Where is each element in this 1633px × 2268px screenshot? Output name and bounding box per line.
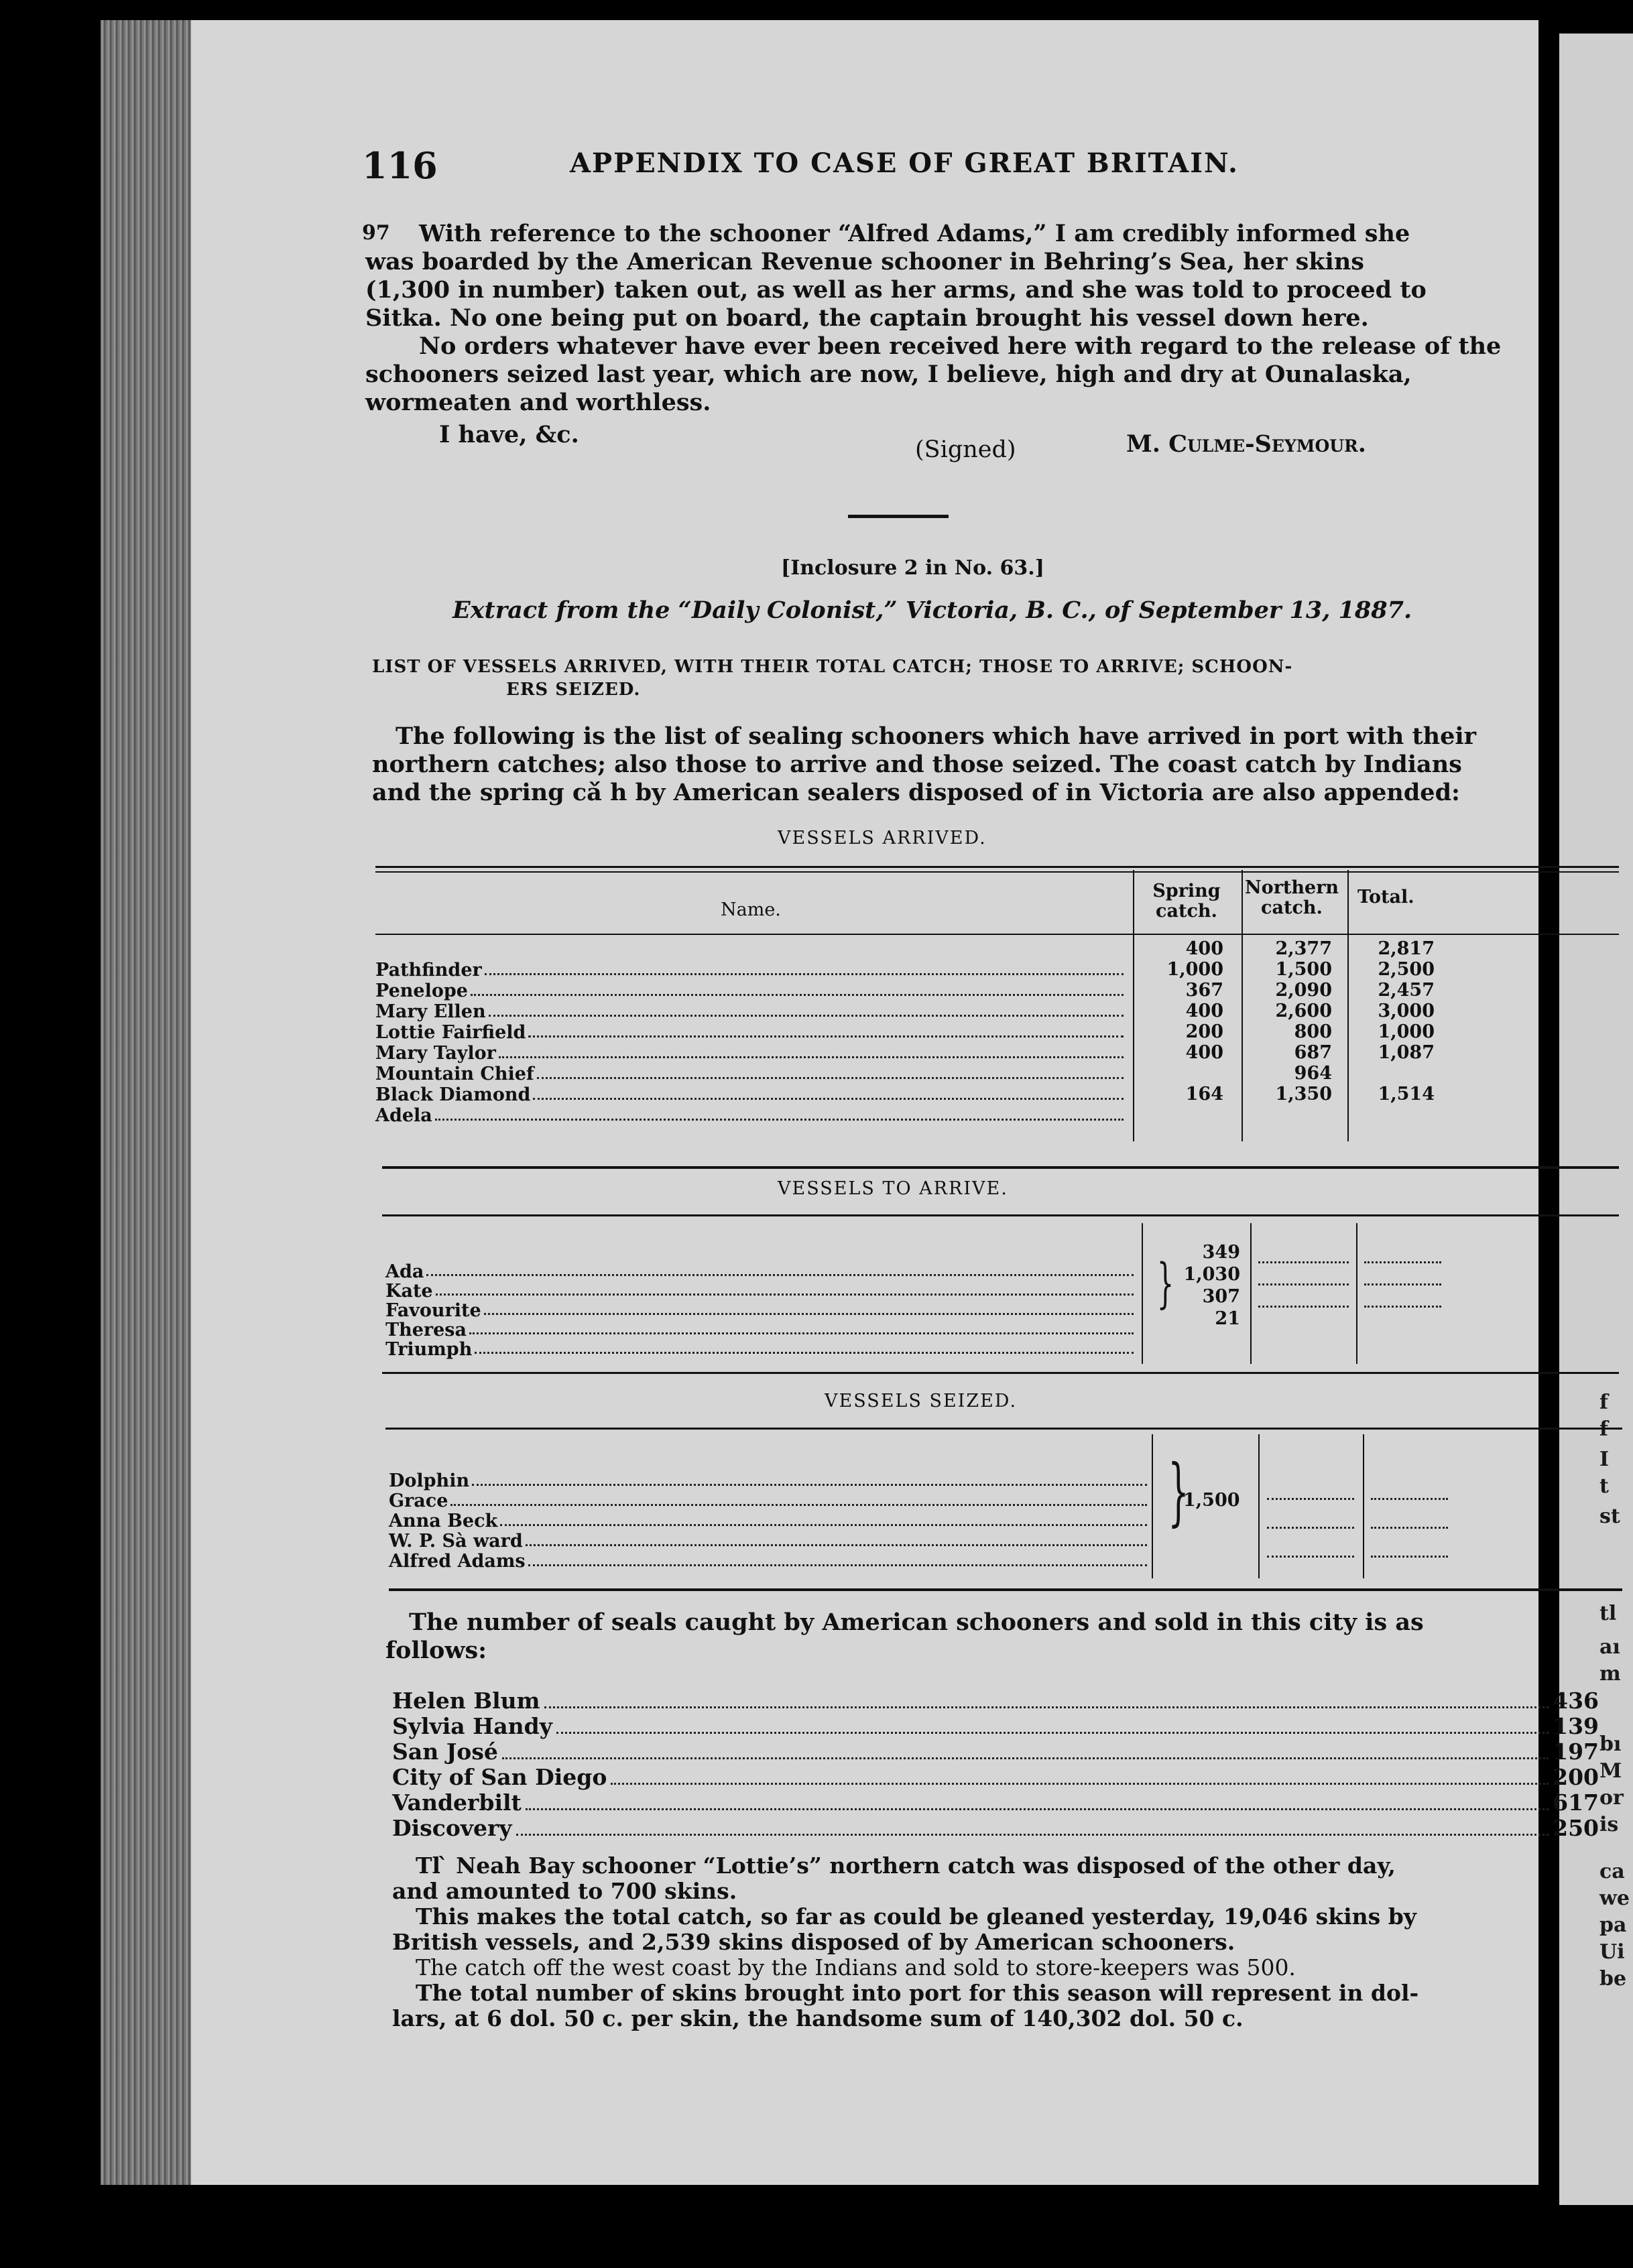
schooner-name: Sylvia Handy	[392, 1713, 552, 1739]
dot-leader	[436, 1281, 1134, 1296]
brace-icon: }	[1168, 1448, 1189, 1534]
adjacent-page-text: t	[1599, 1474, 1609, 1498]
schooner-name: Vanderbilt	[392, 1789, 522, 1816]
american-intro-line: The number of seals caught by American schooners and sold in this city is as	[409, 1609, 1424, 1636]
seized-spring-value: 1,500	[1183, 1490, 1240, 1511]
col-header-northern: Northern catch.	[1245, 877, 1339, 918]
cell-value: 687	[1294, 1042, 1332, 1063]
dot-leader	[1364, 1263, 1441, 1285]
cell-value: 307	[1202, 1286, 1240, 1307]
seal-count: 200	[1553, 1764, 1599, 1790]
vessel-row	[375, 1001, 1126, 1022]
col-divider	[1152, 1434, 1153, 1578]
cell-value: 200	[1185, 1021, 1223, 1042]
adjacent-page-text: I	[1599, 1448, 1610, 1471]
letter-line: Sitka. No one being put on board, the captain brought his vessel down here.	[365, 304, 1369, 332]
dot-leader	[1371, 1500, 1448, 1529]
vessel-row	[389, 1552, 1150, 1572]
arrived-total-col	[1351, 938, 1435, 1105]
seized-total-col	[1371, 1471, 1448, 1558]
american-intro	[385, 1609, 1579, 1665]
schooner-name: City of San Diego	[392, 1764, 607, 1790]
vessel-name: Mountain Chief	[375, 1064, 534, 1084]
adjacent-page-text: tl	[1599, 1602, 1617, 1625]
intro-line: The following is the list of sealing schooners which have arrived in port with their	[396, 722, 1477, 750]
letter-line: With reference to the schooner “Alfred Adams,” I am credibly informed she	[419, 220, 1410, 247]
dot-leader	[475, 1340, 1134, 1354]
seal-count: 617	[1553, 1789, 1599, 1816]
cell-value: 2,090	[1275, 980, 1332, 1001]
vessel-row	[389, 1511, 1150, 1531]
closing-line: This makes the total catch, so far as could be gleaned yesterday, 19,046 skins by	[416, 1903, 1416, 1930]
dot-leader	[435, 1105, 1124, 1121]
vessel-name: Black Diamond	[375, 1084, 531, 1105]
to-arrive-northern-col	[1258, 1241, 1349, 1308]
vessel-row	[385, 1340, 1136, 1359]
dot-leader	[499, 1043, 1124, 1058]
intro-line: and the spring cà́ h by American sealers disposed of in Victoria are also appended:	[372, 779, 1460, 806]
dot-leader	[489, 1001, 1124, 1017]
arrived-northern-col	[1245, 938, 1332, 1105]
col-divider	[1242, 870, 1243, 1141]
cell-value: 21	[1215, 1308, 1240, 1329]
schooner-name: San José	[392, 1739, 498, 1765]
vessel-name: Mary Taylor	[375, 1043, 496, 1064]
schooner-name: Helen Blum	[392, 1688, 540, 1714]
adjacent-page-text: Ui	[1599, 1940, 1625, 1964]
american-intro-line: follows:	[385, 1637, 487, 1664]
letter-line: schooners seized last year, which are now, I believe, high and dry at Ounalaska,	[365, 361, 1412, 388]
schooner-name: Discovery	[392, 1815, 512, 1841]
letter-paragraph	[365, 220, 1538, 417]
dot-leader	[537, 1064, 1124, 1079]
closing-line: The catch off the west coast by the Indians and sold to store-keepers was 500.	[416, 1954, 1296, 1980]
closing-paragraphs	[392, 1853, 1599, 2031]
header-separator	[375, 934, 1619, 935]
dot-leader	[526, 1808, 1549, 1810]
adjacent-page-text: we	[1599, 1887, 1630, 1910]
seal-count: 250	[1553, 1815, 1599, 1841]
cell-value: 367	[1185, 980, 1223, 1001]
cell-value: 2,457	[1378, 980, 1435, 1001]
dot-leader	[1267, 1500, 1354, 1529]
cell-value	[1136, 1063, 1223, 1084]
letter-line: wormeaten and worthless.	[365, 389, 711, 416]
vessel-name: Anna Beck	[389, 1511, 498, 1531]
col-divider	[1258, 1434, 1260, 1578]
vessel-row	[375, 1105, 1126, 1126]
closing-line: The total number of skins brought into port for this season will represent in dol-	[416, 1980, 1419, 2006]
extract-title: Extract from the “Daily Colonist,” Victoria, B. C., of September 13, 1887.	[452, 596, 1412, 624]
vessel-row	[389, 1531, 1150, 1552]
cell-value: 1,000	[1378, 1021, 1435, 1042]
vessel-row	[375, 1022, 1126, 1043]
dot-leader	[1364, 1241, 1441, 1263]
seized-names	[389, 1471, 1150, 1572]
vessel-name: Pathfinder	[375, 960, 482, 981]
seal-count: 197	[1553, 1739, 1599, 1765]
american-catch-row	[392, 1688, 1599, 1714]
table-top-rule	[382, 1214, 1619, 1216]
cell-value: 1,350	[1275, 1084, 1332, 1105]
dot-leader	[526, 1531, 1147, 1546]
table-top-rule	[375, 871, 1619, 873]
dot-leader	[500, 1511, 1147, 1526]
dot-leader	[556, 1732, 1549, 1734]
margin-number: 97	[362, 221, 390, 245]
col-divider	[1142, 1223, 1143, 1364]
vessel-name: Lottie Fairfield	[375, 1022, 526, 1043]
vessel-name: Triumph	[385, 1339, 473, 1360]
vessel-name: Adela	[375, 1105, 432, 1126]
cell-value: 1,500	[1275, 959, 1332, 980]
arrived-names	[375, 960, 1126, 1126]
american-catch-row	[392, 1764, 1599, 1790]
dot-leader	[528, 1552, 1147, 1566]
arrived-spring-col	[1136, 938, 1223, 1105]
cell-value: 400	[1185, 1001, 1223, 1021]
dot-leader	[484, 1301, 1134, 1315]
vessel-name: Alfred Adams	[389, 1551, 526, 1572]
col-header-total: Total.	[1357, 887, 1414, 907]
signed-label: (Signed)	[915, 436, 1016, 463]
vessel-name: W. P. Sà ward	[389, 1531, 523, 1552]
closing-line: British vessels, and 2,539 skins disposed of by American schooners.	[392, 1929, 1235, 1955]
vessels-seized-title: VESSELS SEIZED.	[825, 1391, 1018, 1411]
col-divider	[1363, 1434, 1364, 1578]
dot-leader	[1267, 1529, 1354, 1558]
dot-leader	[611, 1783, 1549, 1785]
vessel-row	[375, 981, 1126, 1001]
section-divider	[848, 515, 949, 518]
dot-leader	[533, 1084, 1124, 1100]
list-heading-line: LIST OF VESSELS ARRIVED, WITH THEIR TOTAL CATCH; THOSE TO ARRIVE; SCHOON-	[372, 657, 1293, 677]
brace-icon: }	[1156, 1252, 1174, 1314]
adjacent-page-text: be	[1599, 1967, 1627, 1991]
cell-value: 964	[1294, 1063, 1332, 1084]
american-catch-row	[392, 1815, 1599, 1841]
seal-count: 139	[1553, 1713, 1599, 1739]
vessel-name: Theresa	[385, 1320, 467, 1340]
vessel-row	[375, 1064, 1126, 1084]
letter-line: No orders whatever have ever been received here with regard to the release of the	[419, 332, 1502, 360]
dot-leader	[544, 1706, 1549, 1708]
cell-value: 2,500	[1378, 959, 1435, 980]
adjacent-page-text: pa	[1599, 1913, 1627, 1937]
vessels-arrived-title: VESSELS ARRIVED.	[778, 828, 987, 848]
table-top-rule	[385, 1428, 1622, 1430]
dot-leader	[502, 1757, 1549, 1759]
vessel-name: Grace	[389, 1491, 448, 1511]
dot-leader	[1371, 1529, 1448, 1558]
dot-leader	[472, 1471, 1147, 1486]
dot-leader	[1258, 1263, 1349, 1285]
intro-paragraph	[372, 722, 1552, 807]
adjacent-page-text: bı	[1599, 1732, 1622, 1756]
dot-leader	[471, 981, 1124, 996]
vessel-row	[385, 1262, 1136, 1281]
seized-northern-col	[1267, 1471, 1354, 1558]
dot-leader	[1371, 1471, 1448, 1500]
closing-line: lars, at 6 dol. 50 c. per skin, the handsome sum of 140,302 dol. 50 c.	[392, 2005, 1244, 2031]
vessel-name: Ada	[385, 1261, 424, 1282]
cell-value: 2,817	[1378, 938, 1435, 959]
vessel-row	[375, 1043, 1126, 1064]
adjacent-page-text: M	[1599, 1759, 1622, 1783]
letter-closing: I have, &c.	[439, 421, 579, 448]
cell-value: 1,514	[1378, 1084, 1435, 1105]
adjacent-page-text: or	[1599, 1786, 1624, 1810]
american-catch-row	[392, 1789, 1599, 1816]
closing-line: and amounted to 700 skins.	[392, 1878, 737, 1904]
table-bottom-rule	[382, 1166, 1619, 1169]
adjacent-page-text: st	[1599, 1505, 1620, 1528]
adjacent-page-text: ca	[1599, 1860, 1625, 1883]
page-number: 116	[362, 144, 438, 187]
vessel-name: Favourite	[385, 1300, 481, 1321]
inclosure-label: [Inclosure 2 in No. 63.]	[781, 556, 1044, 580]
col-divider	[1133, 870, 1134, 1141]
cell-value: 1,030	[1183, 1264, 1240, 1285]
to-arrive-total-col	[1364, 1241, 1441, 1308]
american-catch-row	[392, 1713, 1599, 1739]
list-heading	[372, 657, 1545, 700]
adjacent-page-text: f	[1599, 1391, 1608, 1414]
vessel-row	[389, 1491, 1150, 1511]
vessel-row	[385, 1301, 1136, 1320]
vessel-name: Penelope	[375, 981, 468, 1001]
book-page-edges	[101, 20, 201, 2185]
closing-line: Tl ̀ Neah Bay schooner “Lottie’s” northern catch was disposed of the other day,	[416, 1852, 1396, 1879]
dot-leader	[1364, 1285, 1441, 1308]
american-catch-row	[392, 1739, 1599, 1765]
dot-leader	[485, 960, 1124, 975]
letter-line: (1,300 in number) taken out, as well as her arms, and she was told to proceed to	[365, 276, 1427, 304]
vessel-row	[385, 1320, 1136, 1340]
vessel-row	[385, 1281, 1136, 1301]
adjacent-page-text: is	[1599, 1813, 1619, 1836]
letter-line: was boarded by the American Revenue schooner in Behring’s Sea, her skins	[365, 248, 1364, 275]
cell-value: 400	[1185, 1042, 1223, 1063]
cell-value: 349	[1202, 1242, 1240, 1263]
col-header-name: Name.	[721, 899, 781, 920]
intro-line: northern catches; also those to arrive and those seized. The coast catch by Indians	[372, 751, 1462, 778]
table-bottom-rule	[382, 1372, 1619, 1374]
vessel-row	[375, 1084, 1126, 1105]
dot-leader	[450, 1491, 1147, 1506]
col-divider	[1347, 870, 1349, 1141]
col-divider	[1250, 1223, 1252, 1364]
cell-value: 1,000	[1166, 959, 1223, 980]
vessel-row	[389, 1471, 1150, 1491]
dot-leader	[516, 1834, 1549, 1836]
cell-value: 800	[1294, 1021, 1332, 1042]
adjacent-page-text: aı	[1599, 1635, 1620, 1659]
vessels-to-arrive-title: VESSELS TO ARRIVE.	[778, 1178, 1008, 1199]
adjacent-page-text: m	[1599, 1662, 1621, 1686]
vessel-name: Kate	[385, 1281, 433, 1302]
table-top-rule	[375, 866, 1619, 868]
cell-value	[1351, 1063, 1435, 1084]
cell-value: 1,087	[1378, 1042, 1435, 1063]
dot-leader	[528, 1022, 1124, 1037]
cell-value: 2,600	[1275, 1001, 1332, 1021]
dot-leader	[1258, 1241, 1349, 1263]
dot-leader	[1258, 1285, 1349, 1308]
cell-value: 2,377	[1275, 938, 1332, 959]
col-header-spring: Spring catch.	[1152, 881, 1221, 922]
dot-leader	[1267, 1471, 1354, 1500]
vessel-name: Mary Ellen	[375, 1001, 486, 1022]
document-page	[191, 20, 1599, 2185]
running-head: APPENDIX TO CASE OF GREAT BRITAIN.	[570, 147, 1239, 179]
cell-value: 3,000	[1378, 1001, 1435, 1021]
vessel-row	[375, 960, 1126, 981]
vessel-name: Dolphin	[389, 1470, 470, 1491]
to-arrive-names	[385, 1262, 1136, 1359]
list-heading-line: ERS SEIZED.	[506, 680, 641, 700]
cell-value: 164	[1185, 1084, 1223, 1105]
cell-value: 400	[1185, 938, 1223, 959]
table-bottom-rule	[389, 1588, 1622, 1591]
to-arrive-spring-col	[1156, 1241, 1240, 1330]
dot-leader	[469, 1320, 1134, 1334]
col-divider	[1356, 1223, 1357, 1364]
seal-count: 436	[1553, 1688, 1599, 1714]
dot-leader	[426, 1262, 1134, 1276]
signature: M. Culme-Seymour.	[1126, 430, 1366, 458]
